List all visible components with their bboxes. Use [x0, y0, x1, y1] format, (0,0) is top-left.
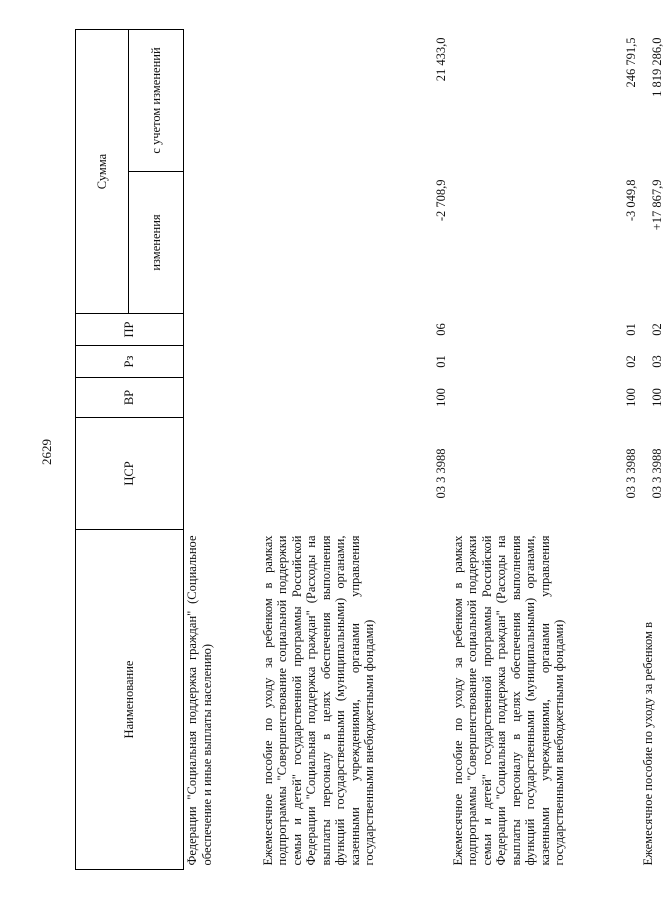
row-csr: 03 3 3988	[624, 448, 638, 499]
row-rz: 01	[434, 355, 448, 368]
row-pr	[184, 314, 260, 346]
row-change: +17 867,9	[650, 179, 664, 231]
header-sum: Сумма	[76, 30, 129, 314]
row-vr: 100	[650, 388, 664, 407]
budget-table-rotated	[75, 30, 664, 870]
row-name: Федерации "Социальная поддержка граждан" (Социальное обеспечение и иные выплаты населению)	[185, 535, 214, 866]
row-rz: 03	[650, 355, 664, 368]
row-change	[184, 172, 260, 314]
header-with-changes: с учетом изменений	[129, 30, 184, 172]
row-name: Ежемесячное пособие по уходу за ребенком в	[640, 622, 655, 866]
header-changes: изменения	[129, 172, 184, 314]
row-total	[184, 30, 260, 172]
budget-table	[75, 29, 666, 870]
header-rz: Рз	[76, 346, 184, 378]
row-vr: 100	[434, 388, 448, 407]
header-pr: ПР	[76, 314, 184, 346]
row-pr: 02	[650, 323, 664, 336]
row-name: Ежемесячное пособие по уходу за ребенком в рамках подпрограммы "Совершенствование социальной поддержки семьи и детей" государственной программы Российской Федерации "Социальная поддержка граждан" (Расходы на выплаты персоналу в целях обеспечения выполнения функций государственными (муниципальными) органами, казенными учреждениями, органами управления государственными внебюджетными фондами)	[450, 535, 566, 866]
row-vr: 100	[624, 388, 638, 407]
row-change: -2 708,9	[434, 179, 448, 222]
table-row	[260, 30, 450, 870]
row-vr	[184, 378, 260, 418]
header-name: Наименование	[76, 530, 184, 870]
row-total: 246 791,5	[624, 37, 638, 88]
table-row	[450, 30, 640, 870]
page-number: 2629	[39, 439, 54, 465]
row-pr: 01	[624, 323, 638, 336]
row-change: -3 049,8	[624, 179, 638, 222]
header-vr: ВР	[76, 378, 184, 418]
row-rz: 02	[624, 355, 638, 368]
row-total: 1 819 286,0	[650, 37, 664, 97]
row-rz	[184, 346, 260, 378]
table-row	[640, 30, 666, 870]
header-csr: ЦСР	[76, 418, 184, 530]
row-csr	[184, 418, 260, 530]
row-name: Ежемесячное пособие по уходу за ребенком в рамках подпрограммы "Совершенствование социальной поддержки семьи и детей" государственной программы Российской Федерации "Социальная поддержка граждан" (Расходы на выплаты персоналу в целях обеспечения выполнения функций государственными (муниципальными) органами, казенными учреждениями, органами управления государственными внебюджетными фондами)	[260, 535, 376, 866]
table-row	[184, 30, 260, 870]
row-pr: 06	[434, 323, 448, 336]
row-csr: 03 3 3988	[650, 448, 664, 499]
row-csr: 03 3 3988	[434, 448, 448, 499]
row-total: 21 433,0	[434, 37, 448, 82]
